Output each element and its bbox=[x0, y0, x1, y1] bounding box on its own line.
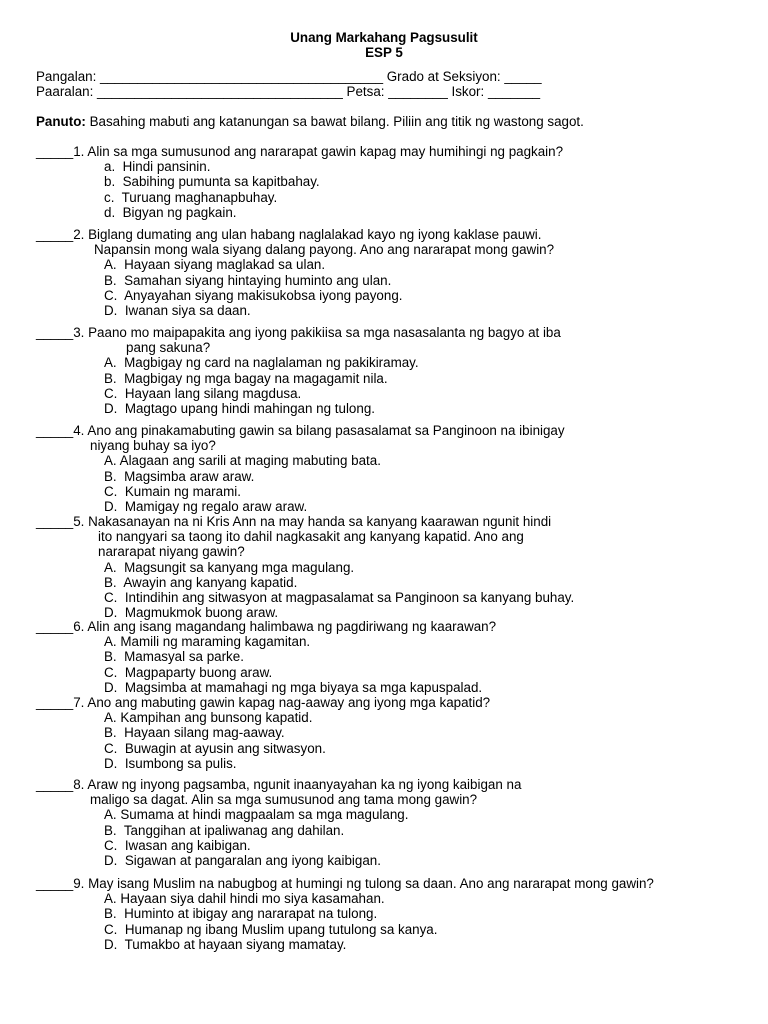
question-5 bbox=[36, 514, 756, 620]
question-9 bbox=[36, 876, 756, 952]
option-b: B. Magbigay ng mga bagay na magagamit nila. bbox=[104, 370, 388, 386]
question-2 bbox=[36, 227, 756, 318]
option-d: D. Mamigay ng regalo araw araw. bbox=[104, 499, 308, 515]
option-c: C. Buwagin at ayusin ang sitwasyon. bbox=[104, 740, 326, 756]
option-a: A. Kampihan ang bunsong kapatid. bbox=[104, 710, 313, 726]
option-a: A. Magbigay ng card na naglalaman ng pakikiramay. bbox=[104, 355, 419, 371]
instructions-text: Basahing mabuti ang katanungan sa bawat bilang. Piliin ang titik ng wastong sagot. bbox=[85, 114, 584, 129]
name-grade-line: Pangalan: ______________________________________ Grado at Seksiyon: _____ bbox=[36, 69, 542, 84]
option-a: A. Hayaan siyang maglakad sa ulan. bbox=[104, 257, 326, 273]
option-c: C. Magpaparty buong araw. bbox=[104, 664, 273, 680]
exam-subject: ESP 5 bbox=[365, 45, 403, 60]
question-8 bbox=[36, 777, 756, 868]
option-b: B. Samahan siyang hintaying huminto ang ulan. bbox=[104, 272, 392, 288]
question-stem: _____6. Alin ang isang magandang halimbawa ng pagdiriwang ng kaarawan? bbox=[36, 619, 497, 634]
option-d: D. Isumbong sa pulis. bbox=[104, 755, 237, 771]
question-stem: _____1. Alin sa mga sumusunod ang nararapat gawin kapag may humihingi ng pagkain? bbox=[36, 144, 564, 159]
option-b: B. Magsimba araw araw. bbox=[104, 468, 255, 484]
question-stem: _____7. Ano ang mabuting gawin kapag nag-aaway ang iyong mga kapatid? bbox=[36, 695, 491, 710]
question-4 bbox=[36, 423, 756, 514]
question-3 bbox=[36, 325, 756, 416]
option-c: C. Iwasan ang kaibigan. bbox=[104, 837, 251, 853]
option-b: B. Awayin ang kanyang kapatid. bbox=[104, 574, 298, 590]
question-stem-continued: ito nangyari sa taong ito dahil nagkasakit ang kanyang kapatid. Ano ang bbox=[98, 529, 524, 545]
question-stem: _____5. Nakasanayan na ni Kris Ann na may handa sa kanyang kaarawan ngunit hindi bbox=[36, 514, 552, 529]
option-c: C. Humanap ng ibang Muslim upang tutulong sa kanya. bbox=[104, 921, 438, 937]
question-stem: _____2. Biglang dumating ang ulan habang naglalakad kayo ng iyong kaklase pauwi. bbox=[36, 227, 542, 242]
option-d: D. Magmukmok buong araw. bbox=[104, 605, 279, 621]
option-a: A. Sumama at hindi magpaalam sa mga magulang. bbox=[104, 807, 409, 823]
option-a: A. Magsungit sa kanyang mga magulang. bbox=[104, 559, 355, 575]
school-date-score-line: Paaralan: _________________________________ Petsa: ________ Iskor: _______ bbox=[36, 84, 541, 99]
instructions-label: Panuto: bbox=[36, 114, 86, 129]
option-a: A. Hayaan siya dahil hindi mo siya kasamahan. bbox=[104, 891, 385, 907]
option-d: D. Magtago upang hindi mahingan ng tulong. bbox=[104, 401, 375, 417]
option-a: A. Alagaan ang sarili at maging mabuting bata. bbox=[104, 453, 381, 469]
option-d: D. Magsimba at mamahagi ng mga biyaya sa mga kapuspalad. bbox=[104, 679, 483, 695]
option-a: A. Mamili ng maraming kagamitan. bbox=[104, 634, 311, 650]
option-c: c. Turuang maghanapbuhay. bbox=[104, 189, 278, 205]
option-a: a. Hindi pansinin. bbox=[104, 159, 211, 175]
question-7 bbox=[36, 695, 756, 771]
question-stem: _____8. Araw ng inyong pagsamba, ngunit inaanyayahan ka ng iyong kaibigan na bbox=[36, 777, 522, 792]
option-c: C. Anyayahan siyang makisukobsa iyong payong. bbox=[104, 287, 403, 303]
option-d: D. Tumakbo at hayaan siyang mamatay. bbox=[104, 936, 347, 952]
option-b: B. Tanggihan at ipaliwanag ang dahilan. bbox=[104, 822, 345, 838]
question-stem-continued: pang sakuna? bbox=[126, 340, 211, 356]
option-c: C. Intindihin ang sitwasyon at magpasalamat sa Panginoon sa kanyang buhay. bbox=[104, 590, 575, 606]
option-c: C. Kumain ng marami. bbox=[104, 483, 241, 499]
question-stem-continued: maligo sa dagat. Alin sa mga sumusunod ang tama mong gawin? bbox=[90, 792, 478, 808]
option-b: B. Hayaan silang mag-aaway. bbox=[104, 725, 285, 741]
option-d: D. Iwanan siya sa daan. bbox=[104, 303, 251, 319]
question-1 bbox=[36, 144, 756, 220]
question-stem-continued: nararapat niyang gawin? bbox=[98, 544, 245, 560]
instructions bbox=[36, 114, 584, 129]
option-c: C. Hayaan lang silang magdusa. bbox=[104, 385, 302, 401]
question-stem-continued: niyang buhay sa iyo? bbox=[90, 438, 216, 454]
question-6 bbox=[36, 619, 756, 695]
question-stem: _____9. May isang Muslim na nabugbog at humingi ng tulong sa daan. Ano ang nararapat mong gawin? bbox=[36, 876, 654, 891]
option-d: d. Bigyan ng pagkain. bbox=[104, 204, 237, 220]
option-d: D. Sigawan at pangaralan ang iyong kaibigan. bbox=[104, 853, 381, 869]
option-b: B. Mamasyal sa parke. bbox=[104, 649, 244, 665]
option-b: b. Sabihing pumunta sa kapitbahay. bbox=[104, 174, 320, 190]
question-stem: _____4. Ano ang pinakamabuting gawin sa bilang pasasalamat sa Panginoon na ibinigay bbox=[36, 423, 565, 438]
option-b: B. Huminto at ibigay ang nararapat na tulong. bbox=[104, 906, 378, 922]
question-stem-continued: Napansin mong wala siyang dalang payong. Ano ang nararapat mong gawin? bbox=[94, 242, 555, 258]
exam-title: Unang Markahang Pagsusulit bbox=[290, 30, 478, 45]
question-stem: _____3. Paano mo maipapakita ang iyong pakikiisa sa mga nasasalanta ng bagyo at iba bbox=[36, 325, 561, 340]
